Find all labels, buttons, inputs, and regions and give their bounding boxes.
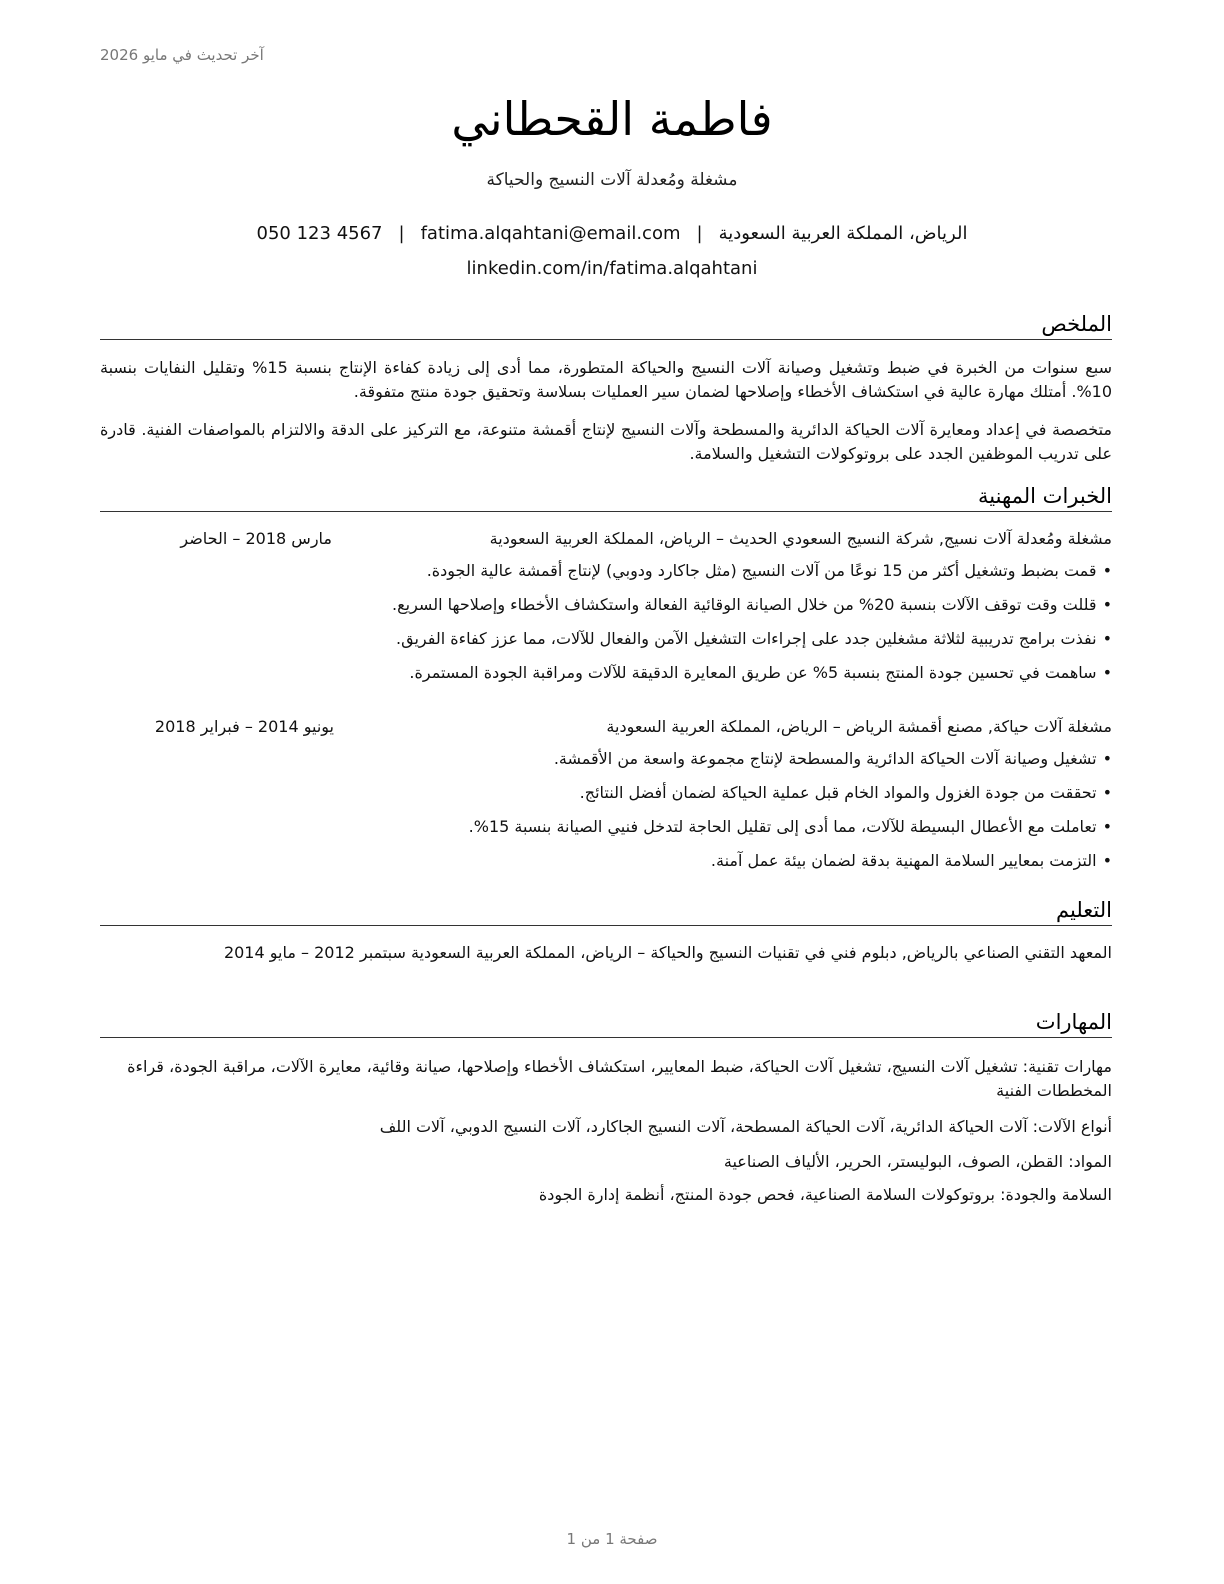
- skills-heading: المهارات: [100, 1010, 1112, 1038]
- list-item: • تشغيل وصيانة آلات الحياكة الدائرية والمسطحة لإنتاج مجموعة واسعة من الأقمشة.: [100, 748, 1112, 782]
- separator: |: [398, 223, 405, 244]
- linkedin-link[interactable]: linkedin.com/in/fatima.alqahtani: [466, 258, 758, 279]
- job-bullets: [100, 560, 1112, 696]
- list-item: • ساهمت في تحسين جودة المنتج بنسبة 5% عن طريق المعايرة الدقيقة للآلات ومراقبة الجودة المستمرة.: [100, 662, 1112, 696]
- job-header: [100, 717, 1112, 741]
- skill-line-machines: أنواع الآلات: آلات الحياكة الدائرية، آلات الحياكة المسطحة، آلات النسيج الجاكارد، آلات النسيج الدوبي، آلات اللف: [379, 1117, 1112, 1136]
- candidate-name: فاطمة القحطاني: [451, 92, 773, 146]
- job-title-company: مشغلة ومُعدلة آلات نسيج, شركة النسيج السعودي الحديث – الرياض، المملكة العربية السعودية: [489, 529, 1112, 548]
- list-item: • التزمت بمعايير السلامة المهنية بدقة لضمان بيئة عمل آمنة.: [100, 850, 1112, 884]
- list-item: • تحققت من جودة الغزول والمواد الخام قبل عملية الحياكة لضمان أفضل النتائج.: [100, 782, 1112, 816]
- email[interactable]: fatima.alqahtani@email.com: [420, 223, 681, 244]
- list-item: • قللت وقت توقف الآلات بنسبة 20% من خلال الصيانة الوقائية الفعالة واستكشاف الأخطاء وإصلاحها السريع.: [100, 594, 1112, 628]
- job-header: [100, 529, 1112, 553]
- location: الرياض، المملكة العربية السعودية: [718, 223, 968, 244]
- contact-line: [0, 223, 1224, 244]
- job-bullets: [100, 748, 1112, 884]
- phone: 050 123 4567: [256, 223, 383, 244]
- job-dates: مارس 2018 – الحاضر: [180, 529, 332, 548]
- skill-line-safety: السلامة والجودة: بروتوكولات السلامة الصناعية، فحص جودة المنتج، أنظمة إدارة الجودة: [538, 1185, 1112, 1204]
- skill-line-technical: مهارات تقنية: تشغيل آلات النسيج، تشغيل آلات الحياكة، ضبط المعايير، استكشاف الأخطاء وإصلاحها، صيانة وقائية، معايرة الآلات، مراقبة الجودة، قراءة المخططات الفنية: [127, 1057, 1112, 1100]
- experience-heading: الخبرات المهنية: [100, 484, 1112, 512]
- skill-line-materials: المواد: القطن، الصوف، البوليستر، الحرير، الألياف الصناعية: [723, 1152, 1112, 1171]
- list-item: • قمت بضبط وتشغيل أكثر من 15 نوعًا من آلات النسيج (مثل جاكارد ودوبي) لإنتاج أقمشة عالية الجودة.: [100, 560, 1112, 594]
- education-heading: التعليم: [100, 898, 1112, 926]
- list-item: • تعاملت مع الأعطال البسيطة للآلات، مما أدى إلى تقليل الحاجة لتدخل فنيي الصيانة بنسبة 15%.: [100, 816, 1112, 850]
- education-entry: المعهد التقني الصناعي بالرياض, دبلوم فني في تقنيات النسيج والحياكة – الرياض، المملكة العربية السعودية سبتمبر 2012 – مايو 2014: [223, 943, 1112, 962]
- summary-paragraph-1: سبع سنوات من الخبرة في ضبط وتشغيل وصيانة آلات النسيج والحياكة المتطورة، مما أدى إلى زيادة كفاءة الإنتاج بنسبة 15% وتقليل النفايات بنسبة 10%. أمتلك مهارة عالية في استكشاف الأخطاء وإصلاحها لضمان سير العمليات بسلاسة وتحقيق جودة منتج متفوقة.: [100, 358, 1112, 401]
- last-updated: آخر تحديث في مايو 2026: [100, 46, 264, 64]
- job-title: مشغلة ومُعدلة آلات النسيج والحياكة: [486, 170, 738, 190]
- summary-paragraph-2: متخصصة في إعداد ومعايرة آلات الحياكة الدائرية والمسطحة وآلات النسيج لإنتاج أقمشة متنوعة، مع التركيز على الدقة والالتزام بالمواصفات الفنية. قادرة على تدريب الموظفين الجدد على بروتوكولات التشغيل والسلامة.: [100, 420, 1112, 463]
- job-title-company: مشغلة آلات حياكة, مصنع أقمشة الرياض – الرياض، المملكة العربية السعودية: [606, 717, 1112, 736]
- page-number: صفحة 1 من 1: [566, 1530, 658, 1548]
- summary-heading: الملخص: [100, 312, 1112, 340]
- list-item: • نفذت برامج تدريبية لثلاثة مشغلين جدد على إجراءات التشغيل الآمن والفعال للآلات، مما عزز كفاءة الفريق.: [100, 628, 1112, 662]
- separator: |: [696, 223, 703, 244]
- job-dates: يونيو 2014 – فبراير 2018: [154, 717, 334, 736]
